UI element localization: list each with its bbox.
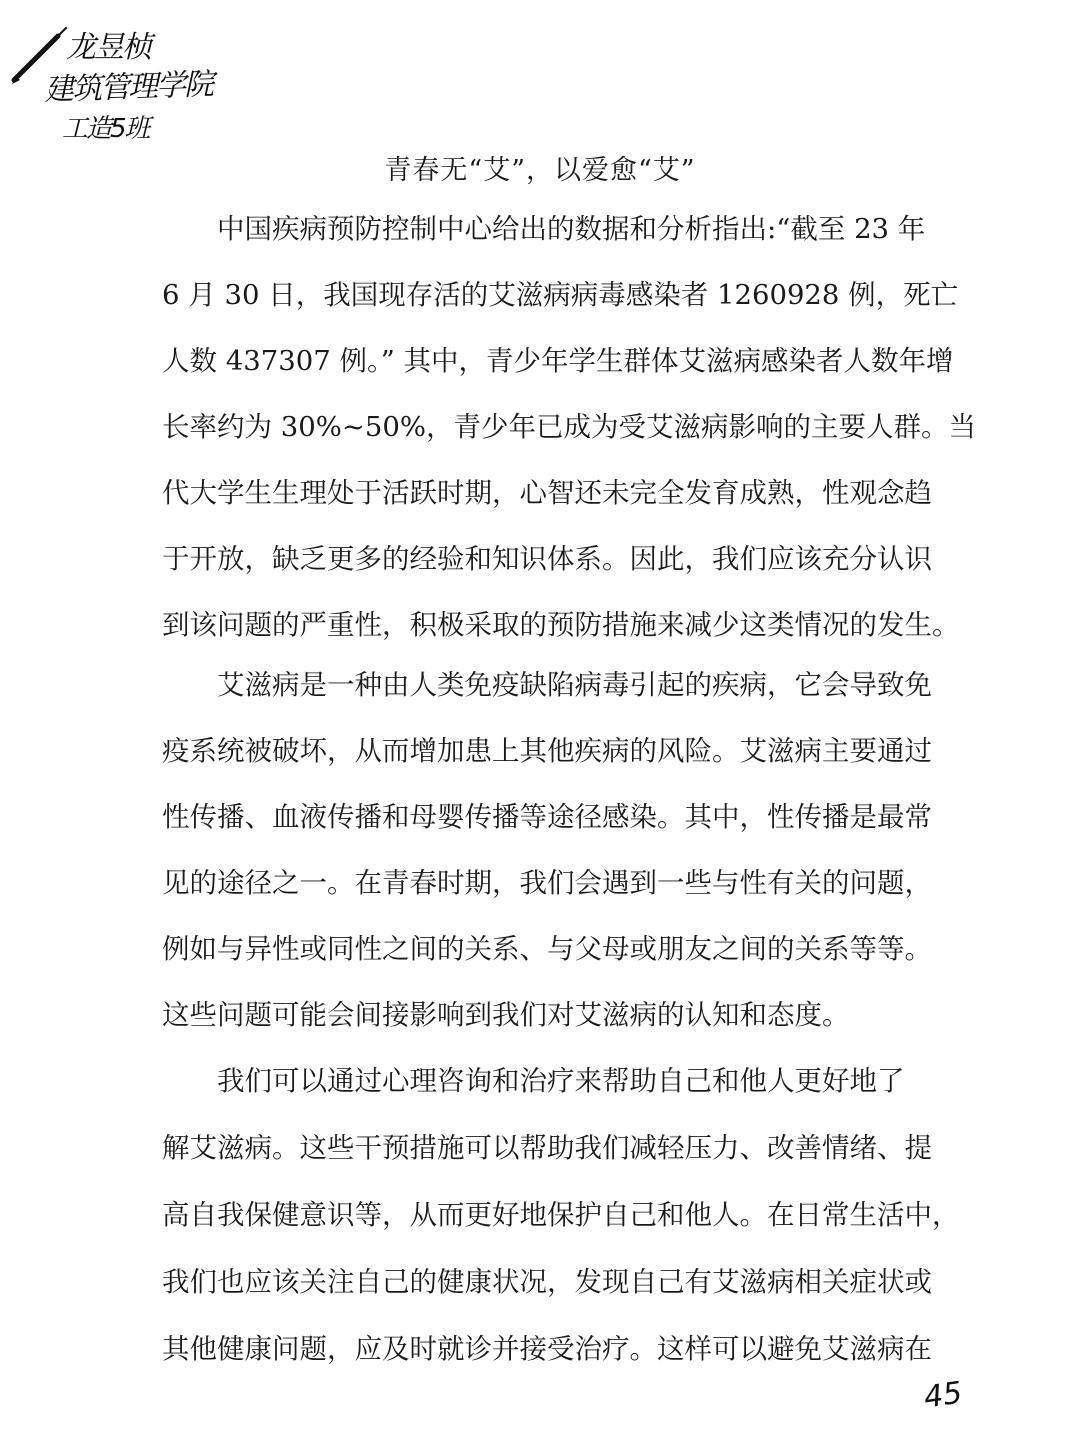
paragraph-line: 性传播、血液传播和母婴传播等途径感染。其中，性传播是最常 xyxy=(162,801,932,833)
handwritten-page-number: 45 xyxy=(921,1375,965,1416)
paragraph-3 xyxy=(162,1048,960,1383)
author-school: 建筑管理学院 xyxy=(43,67,213,108)
paragraph-line: 中国疾病预防控制中心给出的数据和分析指出:“截至 23 年 xyxy=(217,213,926,245)
paragraph-line: 6 月 30 日，我国现存活的艾滋病病毒感染者 1260928 例，死亡 xyxy=(162,279,959,311)
paragraph-line: 这些问题可能会间接影响到我们对艾滋病的认知和态度。 xyxy=(162,999,850,1031)
paragraph-line: 我们可以通过心理咨询和治疗来帮助自己和他人更好地了 xyxy=(217,1065,905,1097)
paragraph-line: 代大学生生理处于活跃时期，心智还未完全发育成熟，性观念趋 xyxy=(162,477,932,509)
paragraph-line: 于开放，缺乏更多的经验和知识体系。因此，我们应该充分认识 xyxy=(162,543,932,575)
paragraph-line: 例如与异性或同性之间的关系、与父母或朋友之间的关系等等。 xyxy=(162,933,932,965)
paragraph-line: 到该问题的严重性，积极采取的预防措施来减少这类情况的发生。 xyxy=(162,609,960,641)
author-class: 工造5班 xyxy=(62,114,149,144)
paragraph-line: 高自我保健意识等，从而更好地保护自己和他人。在日常生活中， xyxy=(162,1199,960,1231)
handwritten-header xyxy=(8,18,248,144)
paragraph-line: 我们也应该关注自己的健康状况，发现自己有艾滋病相关症状或 xyxy=(162,1266,932,1298)
paragraph-line: 疫系统被破坏，从而增加患上其他疾病的风险。艾滋病主要通过 xyxy=(162,735,932,767)
paragraph-line: 艾滋病是一种由人类免疫缺陷病毒引起的疾病，它会导致免 xyxy=(217,669,932,701)
paragraph-line: 长率约为 30%~50%，青少年已成为受艾滋病影响的主要人群。当 xyxy=(162,411,977,443)
document-title: 青春无“艾”，以爱愈“艾” xyxy=(384,155,696,186)
paragraph-line: 解艾滋病。这些干预措施可以帮助我们减轻压力、改善情绪、提 xyxy=(162,1132,932,1164)
paragraph-line: 见的途径之一。在青春时期，我们会遇到一些与性有关的问题， xyxy=(162,867,932,899)
paragraph-1 xyxy=(162,196,977,658)
paragraph-line: 人数 437307 例。” 其中，青少年学生群体艾滋病感染者人数年增 xyxy=(162,345,954,377)
paragraph-2 xyxy=(162,652,932,1048)
author-name: 龙昱桢 xyxy=(66,30,150,65)
paragraph-line: 其他健康问题，应及时就诊并接受治疗。这样可以避免艾滋病在 xyxy=(162,1333,932,1365)
